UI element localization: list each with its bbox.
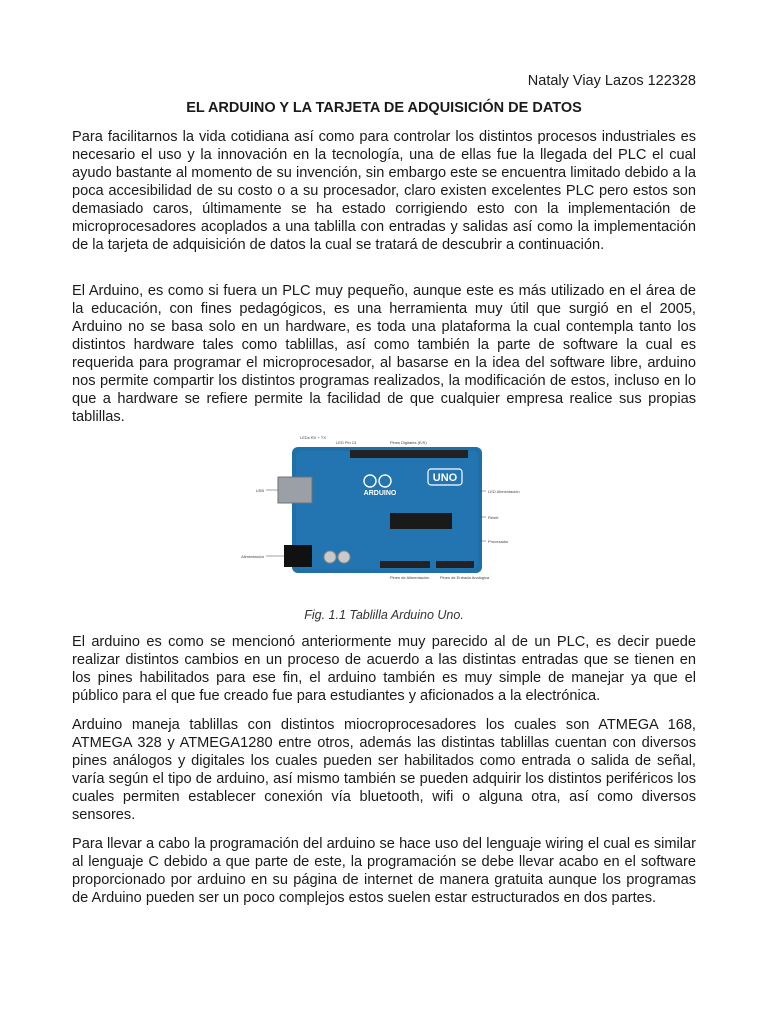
label-usb: USB: [255, 488, 264, 493]
label-power-pins: Pines de Alimentación: [390, 575, 430, 580]
power-jack: [284, 545, 312, 567]
paragraph-3: El arduino es como se mencionó anteriormente muy parecido al de un PLC, es decir puede realizar distintos cambios en un proceso de acuerdo a las distintas entradas que se tienen en los pines habilitados para ese fin, el arduino también es muy simple de manejar ya que el público para el que fue creado fue para estudiantes y aficionados a la electrónica.: [72, 634, 696, 704]
document-title: EL ARDUINO Y LA TARJETA DE ADQUISICIÓN DE DATOS: [186, 100, 582, 116]
label-analog-pins: Pines de Entrada Analógica: [440, 575, 490, 580]
label-digital-pins: Pines Digitales (E/S): [390, 440, 427, 445]
figure-caption: Fig. 1.1 Tablilla Arduino Uno.: [304, 608, 464, 622]
board-brand-text: ARDUINO: [363, 490, 397, 497]
processor-chip: [390, 513, 452, 529]
paragraph-5: Para llevar a cabo la programación del arduino se hace uso del lenguaje wiring el cual es similar al lenguaje C debido a que parte de este, la programación se debe llevar acabo en el software proporcionado por arduino en su página de internet de manera gratuita aunque los programas de Arduino pueden ser un poco complejos estos suelen estar estructurados en dos partes.: [72, 836, 696, 906]
arduino-figure: [240, 433, 530, 583]
label-power-led: LED Alimentación: [488, 489, 520, 494]
usb-connector: [278, 477, 312, 503]
uno-text: UNO: [432, 472, 458, 484]
arduino-uno-board-image: [240, 433, 530, 583]
paragraph-2: El Arduino, es como si fuera un PLC muy pequeño, aunque este es más utilizado en el área de la educación, con fines pedagógicos, es una herramienta muy útil que surgió en el 2005, Arduino no se basa solo en un hardware, es toda una plataforma la cual contempla tanto los distintos hardware tales como tablillas, así como también la parte de software la cual es requerida para programar el microprocesador, al basarse en la idea del software libre, arduino nos permite compartir los distintos programas realizados, la modificación de estos, incluso en lo que a hardware se refiere permite la facilidad de que cualquier empresa realice sus propias tablillas.: [72, 283, 696, 425]
paragraph-4: Arduino maneja tablillas con distintos miocroprocesadores los cuales son ATMEGA 168, ATMEGA 328 y ATMEGA1280 entre otros, además las distintas tablillas cuentan con diversos pines análogos y digitales los cuales pueden ser habilitados como entrada o salida de señal, varía según el tipo de arduino, así mismo también se pueden adquirir los distintos periféricos los cuales permiten establecer conexión vía bluetooth, wifi o alguna otra, así como diversos sensores.: [72, 717, 696, 823]
label-led-pin13: LED Pin 13: [336, 440, 357, 445]
label-leds-rx-tx: LEDs RX + TX: [300, 435, 327, 440]
label-processor: Procesador: [488, 539, 509, 544]
author-line: Nataly Viay Lazos 122328: [527, 73, 696, 89]
power-header: [380, 561, 430, 568]
digital-header: [350, 450, 468, 458]
analog-header: [436, 561, 474, 568]
paragraph-1: Para facilitarnos la vida cotidiana así como para controlar los distintos procesos industriales es necesario el uso y la innovación en la tecnología, una de ellas fue la llegada del PLC el cual ayudo bastante al momento de su invención, sin embargo este se encuentra limitado debido a la poca accesibilidad de su costo o a su procesador, claro existen excelentes PLC pero estos son demasiado caros, últimamente se ha estado corrigiendo esto con la implementación de microprocesadores acoplados a una tablilla con entradas y salidas así como la implementación de la tarjeta de adquisición de datos la cual se tratará de descubrir a continuación.: [72, 129, 696, 253]
label-reset: Reset: [488, 515, 499, 520]
label-power: Alimentación: [241, 554, 264, 559]
